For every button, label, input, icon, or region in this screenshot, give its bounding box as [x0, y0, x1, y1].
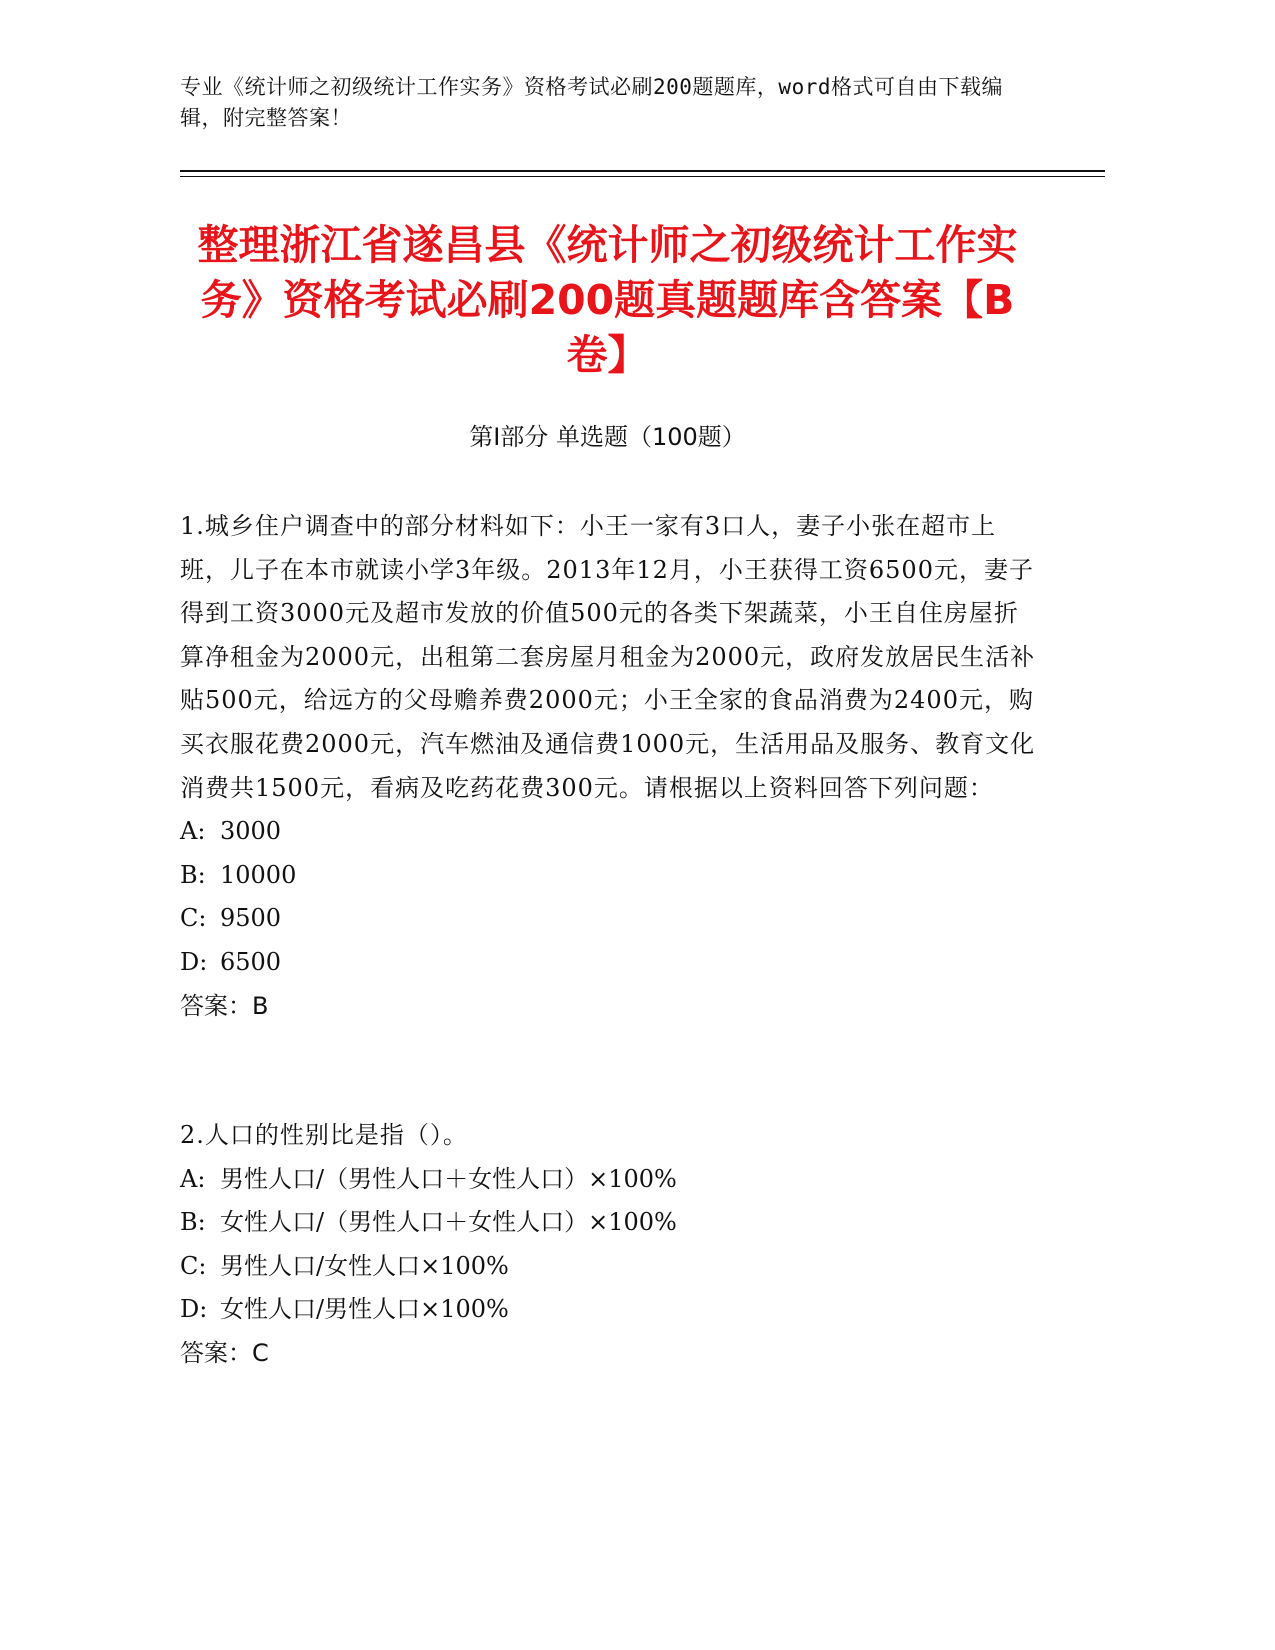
option-b: [180, 1201, 1040, 1245]
option-a: [180, 810, 1040, 854]
option-letter: A:: [180, 1164, 206, 1193]
option-letter: D:: [180, 1295, 208, 1324]
option-text: 男性人口/（男性人口＋女性人口）×100%: [220, 1164, 677, 1193]
option-text: 3000: [220, 817, 282, 846]
option-letter: B:: [180, 860, 206, 889]
section-heading: 第I部分 单选题（100题）: [469, 423, 746, 451]
option-text: 9500: [220, 904, 282, 933]
option-d: [180, 941, 1040, 985]
option-text: 10000: [220, 860, 297, 889]
option-text: 女性人口/男性人口×100%: [220, 1295, 509, 1324]
header-divider-thin: [180, 176, 1105, 177]
question-stem: 1.城乡住户调查中的部分材料如下：小王一家有3口人，妻子小张在超市上班，儿子在本市就读小学3年级。2013年12月，小王获得工资6500元，妻子得到工资3000元及超市发放的价值500元的各类下架蔬菜，小王自住房屋折算净租金为2000元，出租第二套房屋月租金为2000元，政府发放居民生活补贴500元，给远方的父母赡养费2000元；小王全家的食品消费为2400元，购买衣服花费2000元，汽车燃油及通信费1000元，生活用品及服务、教育文化消费共1500元，看病及吃药花费300元。请根据以上资料回答下列问题：: [180, 512, 1036, 802]
option-letter: B:: [180, 1208, 206, 1237]
answer-line: 答案：C: [180, 1338, 269, 1367]
answer-line: 答案：B: [180, 991, 269, 1020]
document-title: 整理浙江省遂昌县《统计师之初级统计工作实务》资格考试必刷200题真题题库含答案【B卷】: [197, 221, 1018, 379]
option-letter: D:: [180, 947, 208, 976]
question-1: [180, 505, 1040, 1028]
option-c: [180, 1245, 1040, 1289]
option-text: 男性人口/女性人口×100%: [220, 1251, 509, 1280]
option-letter: A:: [180, 817, 206, 846]
question-stem: 2.人口的性别比是指（）。: [180, 1121, 468, 1149]
option-letter: C:: [180, 904, 207, 933]
option-d: [180, 1288, 1040, 1332]
header-divider-thick: [180, 170, 1105, 172]
option-c: [180, 897, 1040, 941]
option-letter: C:: [180, 1251, 207, 1280]
option-text: 女性人口/（男性人口＋女性人口）×100%: [220, 1208, 677, 1237]
question-2: [180, 1114, 1040, 1376]
option-b: [180, 854, 1040, 898]
option-a: [180, 1158, 1040, 1202]
option-text: 6500: [220, 947, 282, 976]
header-note: 专业《统计师之初级统计工作实务》资格考试必刷200题题库，word格式可自由下载编辑，附完整答案！: [180, 75, 1003, 130]
